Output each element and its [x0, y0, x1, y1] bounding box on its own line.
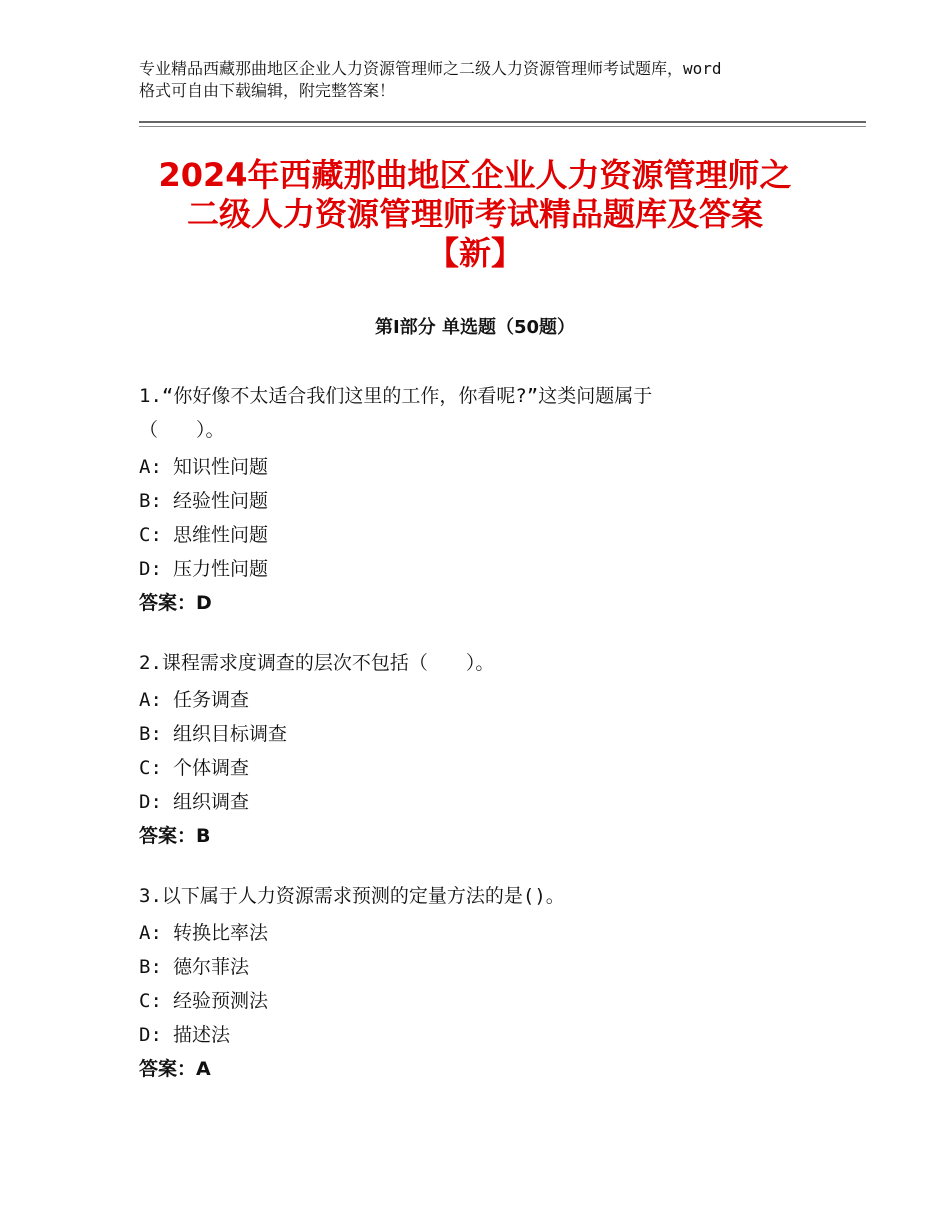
question-1 — [139, 382, 859, 620]
header-note-line-2: 格式可自由下载编辑，附完整答案！ — [139, 81, 396, 100]
option-letter: B: — [139, 723, 162, 745]
question-stem-line-2: （ ）。 — [139, 419, 225, 441]
option-d — [139, 1018, 859, 1052]
option-letter: A: — [139, 689, 162, 711]
option-d — [139, 785, 859, 819]
option-a — [139, 916, 859, 950]
document-title — [100, 156, 850, 273]
question-stem — [139, 649, 859, 683]
header-note — [139, 58, 839, 102]
title-line-1: 2024年西藏那曲地区企业人力资源管理师之 — [158, 156, 792, 194]
option-text: 任务调查 — [173, 689, 250, 711]
option-a — [139, 683, 859, 717]
section-heading: 第Ⅰ部分 单选题（50题） — [374, 317, 575, 338]
option-text: 经验性问题 — [173, 490, 269, 512]
question-stem — [139, 882, 859, 916]
option-letter: C: — [139, 757, 162, 779]
title-line-3: 【新】 — [426, 234, 523, 272]
option-text: 组织调查 — [173, 791, 250, 813]
option-a — [139, 450, 859, 484]
option-text: 组织目标调查 — [173, 723, 288, 745]
option-b — [139, 484, 859, 518]
option-c — [139, 518, 859, 552]
header-note-line-1: 专业精品西藏那曲地区企业人力资源管理师之二级人力资源管理师考试题库，word — [139, 59, 722, 78]
title-line-2: 二级人力资源管理师考试精品题库及答案 — [186, 195, 763, 233]
option-b — [139, 950, 859, 984]
option-letter: C: — [139, 524, 162, 546]
option-d — [139, 552, 859, 586]
answer: 答案：D — [139, 592, 212, 614]
question-2 — [139, 649, 859, 853]
question-stem-line-1: 3.以下属于人力资源需求预测的定量方法的是()。 — [139, 885, 565, 907]
option-text: 描述法 — [173, 1024, 231, 1046]
question-3 — [139, 882, 859, 1086]
option-letter: D: — [139, 558, 162, 580]
option-b — [139, 717, 859, 751]
question-list — [139, 382, 859, 1115]
question-stem — [139, 382, 859, 450]
option-text: 经验预测法 — [173, 990, 269, 1012]
option-text: 转换比率法 — [173, 922, 269, 944]
question-stem-line-1: 2.课程需求度调查的层次不包括（ ）。 — [139, 652, 495, 674]
option-text: 思维性问题 — [173, 524, 269, 546]
question-stem-line-1: 1.“你好像不太适合我们这里的工作，你看呢?”这类问题属于 — [139, 385, 653, 407]
answer: 答案：B — [139, 825, 211, 847]
header-divider-thick — [139, 121, 866, 123]
option-text: 知识性问题 — [173, 456, 269, 478]
option-letter: A: — [139, 456, 162, 478]
option-text: 个体调查 — [173, 757, 250, 779]
answer: 答案：A — [139, 1058, 211, 1080]
option-text: 德尔菲法 — [173, 956, 250, 978]
option-c — [139, 984, 859, 1018]
option-letter: B: — [139, 490, 162, 512]
header-divider-thin — [139, 126, 866, 127]
option-letter: D: — [139, 791, 162, 813]
option-letter: C: — [139, 990, 162, 1012]
option-letter: A: — [139, 922, 162, 944]
option-c — [139, 751, 859, 785]
option-letter: D: — [139, 1024, 162, 1046]
option-letter: B: — [139, 956, 162, 978]
option-text: 压力性问题 — [173, 558, 269, 580]
